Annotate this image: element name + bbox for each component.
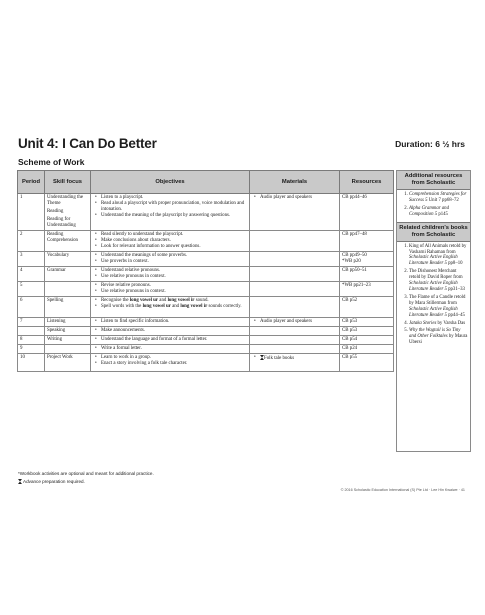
period-cell: 9 bbox=[18, 345, 45, 354]
objective-item: • Use relative pronouns in context. bbox=[101, 274, 247, 280]
period-cell: 5 bbox=[18, 282, 45, 297]
material-list bbox=[252, 355, 337, 362]
skill-cell bbox=[45, 267, 91, 282]
resource-line: CB p53 bbox=[342, 328, 358, 333]
resources-cell bbox=[340, 318, 394, 327]
hourglass-icon bbox=[18, 479, 22, 484]
period-cell: 4 bbox=[18, 267, 45, 282]
book-text: King of All Animals retold by Vasharni Rahaman from bbox=[409, 243, 467, 255]
objectives-cell bbox=[91, 336, 250, 345]
advance-note-row bbox=[18, 478, 154, 486]
materials-cell bbox=[250, 336, 340, 345]
related-books-heading: Related children's books from Scholastic bbox=[397, 222, 470, 242]
skill-cell bbox=[45, 194, 91, 231]
related-book-item bbox=[409, 244, 468, 268]
materials-cell bbox=[250, 345, 340, 354]
column-header: Materials bbox=[250, 171, 340, 194]
book-source: Jataka Stories bbox=[409, 320, 437, 326]
book-tail: by Maura Ubersi bbox=[409, 334, 468, 346]
objective-item: • Understand relative pronouns. bbox=[101, 268, 247, 274]
objective-item: • Read aloud a playscript with proper pronunciation, voice modulation and intonation. bbox=[101, 201, 247, 213]
objective-item: • Understand the meanings of some proverbs. bbox=[101, 253, 247, 259]
skill-line: Writing bbox=[47, 337, 63, 342]
skill-line: Spelling bbox=[47, 298, 64, 303]
table-row bbox=[18, 282, 394, 297]
resource-title: Alpha Grammar and Composition 5 bbox=[409, 205, 449, 217]
objective-item: • Make conclusions about characters. bbox=[101, 238, 247, 244]
objective-list bbox=[93, 328, 247, 334]
objective-list bbox=[93, 355, 247, 367]
table-row bbox=[18, 297, 394, 318]
skill-line: Reading for Understanding bbox=[47, 217, 76, 228]
materials-cell bbox=[250, 354, 340, 372]
objectives-cell bbox=[91, 297, 250, 318]
skill-line: Reading Comprehension bbox=[47, 232, 78, 243]
objective-item: • Revise relative pronouns. bbox=[101, 283, 247, 289]
table-body bbox=[18, 194, 394, 372]
resource-line: CB pp50–51 bbox=[342, 268, 367, 273]
scheme-of-work-table bbox=[17, 170, 394, 372]
resource-line: CB p24 bbox=[342, 346, 358, 351]
skill-line: Speaking bbox=[47, 328, 66, 333]
materials-cell bbox=[250, 194, 340, 231]
skill-line: Reading bbox=[47, 209, 64, 214]
material-text: Folk tale books bbox=[264, 356, 295, 361]
objective-item: • Understand the language and format of a formal letter. bbox=[101, 337, 247, 343]
table-row bbox=[18, 336, 394, 345]
period-cell: 2 bbox=[18, 231, 45, 252]
objective-list bbox=[93, 319, 247, 325]
materials-cell bbox=[250, 231, 340, 252]
skill-cell bbox=[45, 336, 91, 345]
objective-item: • Write a formal letter. bbox=[101, 346, 247, 352]
book-tail: pp8–10 bbox=[446, 261, 463, 267]
skill-line: Listening bbox=[47, 319, 66, 324]
table-header-row bbox=[18, 171, 394, 194]
additional-resources-list bbox=[397, 192, 470, 218]
book-tail: pp31–33 bbox=[446, 286, 465, 292]
objectives-cell bbox=[91, 252, 250, 267]
skill-cell bbox=[45, 282, 91, 297]
skill-cell bbox=[45, 327, 91, 336]
objective-list bbox=[93, 298, 247, 310]
resource-line: CB pp47–48 bbox=[342, 232, 367, 237]
material-item: • Audio player and speakers bbox=[260, 195, 337, 201]
objective-item: • Look for relevant information to answer questions. bbox=[101, 244, 247, 250]
resources-sidebar bbox=[396, 170, 471, 452]
objective-item: • Spell words with the long vowel ur and long vowel ir sounds correctly. bbox=[101, 304, 247, 310]
resources-cell bbox=[340, 345, 394, 354]
related-books-list bbox=[397, 244, 470, 347]
objective-item: • Understand the meaning of the playscript by answering questions. bbox=[101, 213, 247, 219]
period-cell: 3 bbox=[18, 252, 45, 267]
table-row bbox=[18, 231, 394, 252]
additional-resource-item bbox=[409, 206, 468, 218]
objectives-cell bbox=[91, 345, 250, 354]
objective-item: • Use relative pronouns in context. bbox=[101, 289, 247, 295]
book-text: The Dishonest Merchant retold by David Roper from bbox=[409, 269, 463, 281]
objective-list bbox=[93, 268, 247, 280]
resources-cell bbox=[340, 282, 394, 297]
table-row bbox=[18, 252, 394, 267]
related-book-item bbox=[409, 295, 468, 319]
column-header: Resources bbox=[340, 171, 394, 194]
materials-cell bbox=[250, 267, 340, 282]
objectives-cell bbox=[91, 267, 250, 282]
copyright: © 2016 Scholastic Education International (S) Pte Ltd · Lee Hin Kwaiwe · 41 bbox=[340, 488, 465, 492]
objective-list bbox=[93, 337, 247, 343]
period-cell: 1 bbox=[18, 194, 45, 231]
skill-cell bbox=[45, 231, 91, 252]
workbook-note: *Workbook activities are optional and meant for additional practice. bbox=[18, 471, 154, 476]
resource-line: CB p54 bbox=[342, 337, 358, 342]
objective-item: • Listen to find specific information. bbox=[101, 319, 247, 325]
materials-cell bbox=[250, 318, 340, 327]
resources-cell bbox=[340, 231, 394, 252]
related-book-item bbox=[409, 269, 468, 293]
additional-resources-heading: Additional resources from Scholastic bbox=[397, 171, 470, 190]
materials-cell bbox=[250, 297, 340, 318]
skill-cell bbox=[45, 345, 91, 354]
period-cell: 10 bbox=[18, 354, 45, 372]
objective-list bbox=[93, 253, 247, 265]
objective-item: • Listen to a playscript. bbox=[101, 195, 247, 201]
resources-cell bbox=[340, 297, 394, 318]
period-cell: 6 bbox=[18, 297, 45, 318]
book-source: Scholastic Active English Literature Reader 5 bbox=[409, 281, 458, 292]
objective-item: • Read silently to understand the playscript. bbox=[101, 232, 247, 238]
table-row bbox=[18, 327, 394, 336]
skill-line: Vocabulary bbox=[47, 253, 70, 258]
objective-item: • Learn to work in a group. bbox=[101, 355, 247, 361]
related-book-item bbox=[409, 328, 468, 346]
book-source: Why the Wagtail is So Tiny and Other Folktales bbox=[409, 328, 461, 340]
resource-title: Comprehension Strategies for Success 5 bbox=[409, 192, 467, 203]
objective-item: • Make announcements. bbox=[101, 328, 247, 334]
book-source: Scholastic Active English Literature Reader 5 bbox=[409, 255, 458, 267]
period-cell bbox=[18, 327, 45, 336]
resources-cell bbox=[340, 194, 394, 231]
column-header: Objectives bbox=[91, 171, 250, 194]
resource-line: CB p52 bbox=[342, 298, 358, 303]
period-cell: 8 bbox=[18, 336, 45, 345]
resource-pages: Unit 7 pp68–72 bbox=[427, 197, 459, 203]
skill-cell bbox=[45, 297, 91, 318]
skill-line: Project Work bbox=[47, 355, 73, 360]
objectives-cell bbox=[91, 194, 250, 231]
materials-cell bbox=[250, 282, 340, 297]
resource-line: *WB p20 bbox=[342, 259, 361, 264]
resource-line: CB pp49–50 bbox=[342, 253, 367, 258]
footnotes bbox=[18, 470, 154, 486]
additional-resource-item bbox=[409, 192, 468, 204]
resources-cell bbox=[340, 354, 394, 372]
unit-title: Unit 4: I Can Do Better bbox=[18, 136, 157, 151]
objectives-cell bbox=[91, 354, 250, 372]
period-cell: 7 bbox=[18, 318, 45, 327]
book-tail: pp44–45 bbox=[446, 312, 465, 318]
book-text: The Flame of a Candle retold by Mara Stillerman from bbox=[409, 294, 466, 306]
related-book-item bbox=[409, 321, 468, 327]
skill-cell bbox=[45, 354, 91, 372]
objective-item: • Use proverbs in context. bbox=[101, 259, 247, 265]
table-row bbox=[18, 267, 394, 282]
table-row bbox=[18, 194, 394, 231]
skill-cell bbox=[45, 252, 91, 267]
column-header: Period bbox=[18, 171, 45, 194]
objective-item: • Recognise the long vowel ur and long vowel ir sound. bbox=[101, 298, 247, 304]
skill-cell bbox=[45, 318, 91, 327]
resource-line: *WB pp21–23 bbox=[342, 283, 371, 288]
table-row bbox=[18, 345, 394, 354]
material-item: • Audio player and speakers bbox=[260, 319, 337, 325]
objectives-cell bbox=[91, 327, 250, 336]
table-row bbox=[18, 354, 394, 372]
skill-line: Grammar bbox=[47, 268, 66, 273]
material-list bbox=[252, 195, 337, 201]
resource-line: CB p53 bbox=[342, 319, 358, 324]
book-source: Scholastic Active English Literature Reader 5 bbox=[409, 306, 458, 318]
objective-list bbox=[93, 232, 247, 250]
table-row bbox=[18, 318, 394, 327]
objectives-cell bbox=[91, 318, 250, 327]
column-header: Skill focus bbox=[45, 171, 91, 194]
material-list bbox=[252, 319, 337, 325]
resources-cell bbox=[340, 267, 394, 282]
advance-note: Advance preparation required. bbox=[23, 479, 85, 484]
material-item bbox=[260, 355, 337, 362]
scheme-heading: Scheme of Work bbox=[18, 157, 85, 167]
skill-line: Understanding the Theme bbox=[47, 195, 83, 206]
resource-line: CB p55 bbox=[342, 355, 358, 360]
objective-list bbox=[93, 283, 247, 295]
objective-list bbox=[93, 195, 247, 219]
objectives-cell bbox=[91, 282, 250, 297]
resources-cell bbox=[340, 336, 394, 345]
resources-cell bbox=[340, 327, 394, 336]
duration-label: Duration: 6 ½ hrs bbox=[395, 139, 465, 149]
materials-cell bbox=[250, 327, 340, 336]
objectives-cell bbox=[91, 231, 250, 252]
book-tail: by Varsha Das bbox=[436, 320, 466, 326]
resource-pages: p145 bbox=[437, 211, 448, 217]
materials-cell bbox=[250, 252, 340, 267]
resource-line: CB pp44–46 bbox=[342, 195, 367, 200]
objective-item: • Enact a story involving a folk tale character. bbox=[101, 361, 247, 367]
resources-cell bbox=[340, 252, 394, 267]
objective-list bbox=[93, 346, 247, 352]
